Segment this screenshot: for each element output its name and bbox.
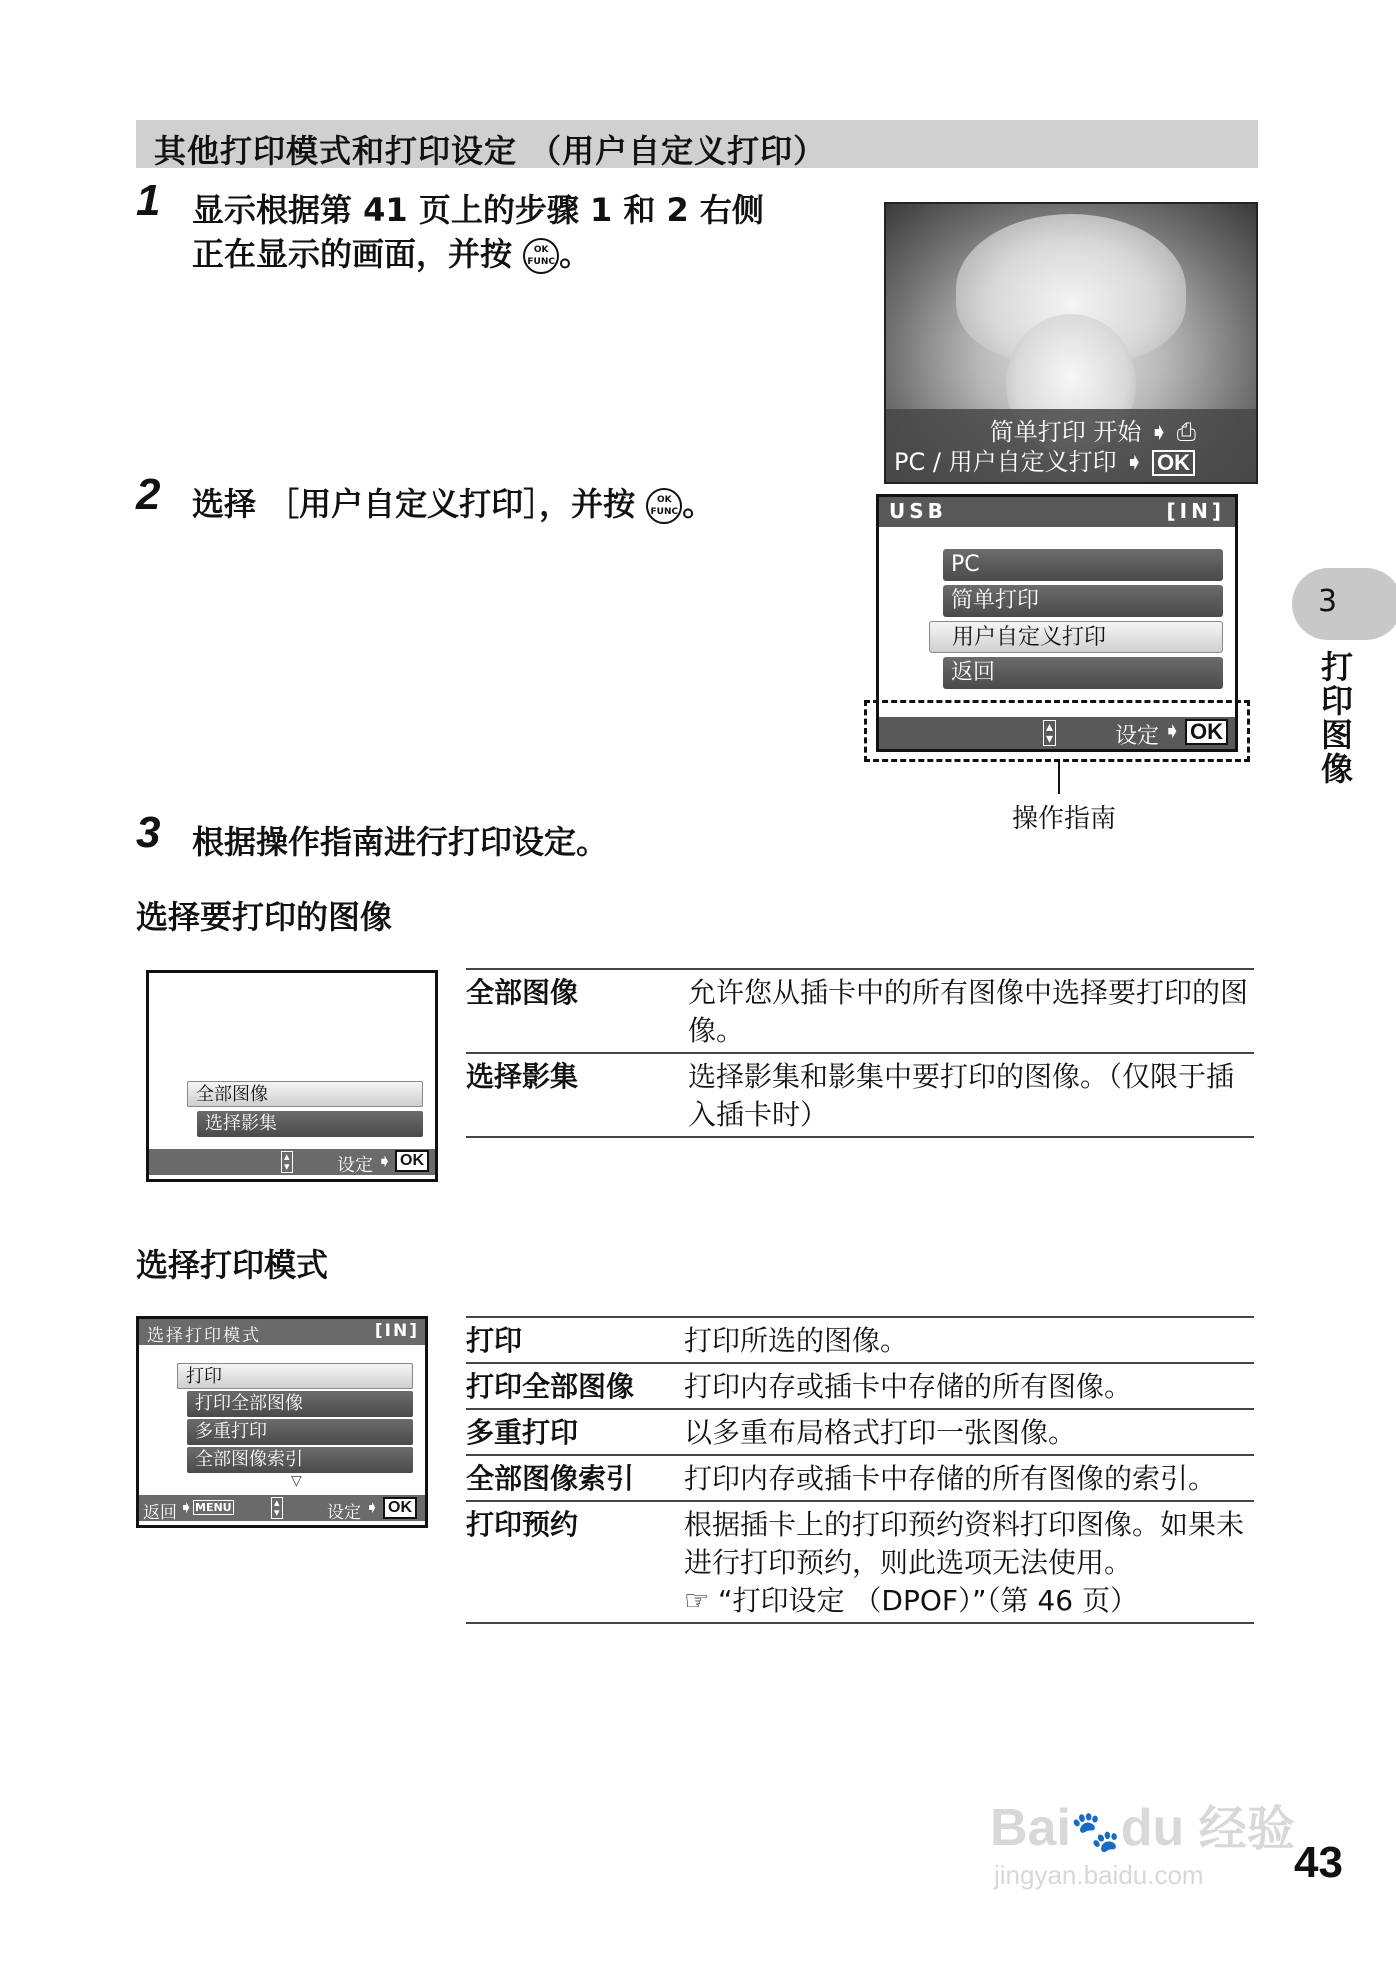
reference-pointer-icon: ☞ [684, 1584, 710, 1617]
desc-cell: 根据插卡上的打印预约资料打印图像。如果未进行打印预约，则此选项无法使用。 ☞ “打印设定 （DPOF）”（第 46 页） [684, 1501, 1254, 1623]
step-1-line1: 显示根据第 41 页上的步骤 1 和 2 右侧 [192, 191, 764, 229]
ok-icon: OK [1185, 719, 1228, 745]
print-mode-table [466, 1316, 1254, 1624]
ok-icon: OK [383, 1497, 417, 1519]
ok-func-button-icon: OK FUNC [523, 238, 559, 274]
arrow-icon: ➧ [365, 1498, 380, 1518]
menu-item-print-all[interactable]: 打印全部图像 [187, 1391, 413, 1417]
arrow-icon: ➧ [1124, 448, 1145, 476]
desc-cell: 允许您从插卡中的所有图像中选择要打印的图像。 [688, 976, 1249, 1047]
chapter-label: 打印图像 [1316, 650, 1354, 786]
menu-item-pc[interactable]: PC [943, 549, 1223, 581]
select-images-heading: 选择要打印的图像 [136, 898, 393, 936]
usb-screen-title: USB [889, 499, 947, 523]
up-down-arrows-icon: ▴ ▾ [281, 1151, 293, 1173]
table-row [466, 1455, 1254, 1501]
paw-icon: 🐾 [1070, 1810, 1121, 1854]
up-down-arrows-icon: ▴ ▾ [1043, 720, 1056, 746]
chapter-number: 3 [1318, 584, 1338, 619]
term-cell: 打印 [466, 1324, 523, 1357]
callout-line [1058, 762, 1060, 794]
step-1-line2: 正在显示的画面，并按 OK FUNC 。 [192, 235, 592, 273]
arrow-icon: ➧ [1163, 719, 1182, 744]
callout-label: 操作指南 [1012, 804, 1117, 834]
chapter-tab [1292, 568, 1396, 640]
step-2-text: 选择 ［用户自定义打印］，并按 OK FUNC 。 [192, 485, 715, 523]
menu-item-multi-print[interactable]: 多重打印 [187, 1419, 413, 1445]
menu-item-all-images[interactable]: 全部图像 [187, 1081, 423, 1107]
camera-photo-preview [884, 202, 1258, 484]
menu-item-print[interactable]: 打印 [177, 1363, 413, 1389]
section-title: 其他打印模式和打印设定 （用户自定义打印） [154, 132, 827, 170]
menu-item-select-album[interactable]: 选择影集 [197, 1111, 423, 1137]
term-cell: 全部图像索引 [466, 1462, 635, 1495]
term-cell: 打印预约 [466, 1508, 579, 1541]
table-row [466, 1317, 1254, 1363]
step-1-text [192, 188, 832, 276]
overlay-line-2: PC / 用户自定义打印 ➧ OK [894, 442, 1195, 477]
arrow-icon: ➧ [179, 1498, 194, 1518]
table-row [466, 969, 1254, 1053]
term-cell: 选择影集 [466, 1060, 579, 1093]
menu-item-back[interactable]: 返回 [943, 657, 1223, 689]
ok-func-button-icon: OK FUNC [646, 488, 682, 524]
term-cell: 多重打印 [466, 1416, 579, 1449]
usb-screen-footer: ▴ ▾ 设定 ➧ OK [879, 717, 1235, 749]
menu-item-custom-print[interactable]: 用户自定义打印 [929, 621, 1223, 653]
desc-cell: 选择影集和影集中要打印的图像。（仅限于插入插卡时） [688, 1060, 1235, 1131]
arrow-icon: ➧ [1149, 418, 1170, 446]
scroll-down-icon: ▽ [291, 1473, 302, 1489]
term-cell: 全部图像 [466, 976, 579, 1009]
print-icon: ⎙ [1176, 418, 1196, 446]
ok-icon: OK [1152, 450, 1195, 476]
desc-cell: 打印内存或插卡中存储的所有图像的索引。 [684, 1462, 1217, 1495]
arrow-icon: ➧ [377, 1151, 393, 1172]
baidu-watermark-logo: Bai🐾du 经验 jingyan.baidu.com [990, 1799, 1295, 1890]
table-row [466, 1053, 1254, 1137]
ok-icon: OK [395, 1150, 429, 1172]
cross-reference[interactable]: ☞ “打印设定 （DPOF）”（第 46 页） [684, 1584, 1138, 1617]
desc-cell: 以多重布局格式打印一张图像。 [684, 1416, 1077, 1449]
desc-cell: 打印所选的图像。 [684, 1324, 909, 1357]
up-down-arrows-icon: ▴ ▾ [271, 1497, 283, 1519]
step-number-3: 3 [136, 808, 161, 857]
screen-footer: ▴ ▾ 设定 ➧ OK [149, 1149, 435, 1175]
table-row [466, 1363, 1254, 1409]
step-number-2: 2 [136, 470, 161, 519]
menu-button-icon: MENU [195, 1501, 232, 1514]
table-row [466, 1501, 1254, 1623]
screen-footer: 返回 ➧ MENU ▴ ▾ 设定 ➧ OK [139, 1495, 425, 1521]
menu-item-all-index[interactable]: 全部图像索引 [187, 1447, 413, 1473]
overlay-line-1: 简单打印 开始 ➧ ⎙ [989, 418, 1196, 446]
print-mode-screen [136, 1316, 428, 1528]
menu-item-easy-print[interactable]: 简单打印 [943, 585, 1223, 617]
screen-header: 选择打印模式 [IN] [139, 1319, 425, 1345]
page-number: 43 [1294, 1838, 1343, 1887]
operation-guide-highlight [864, 700, 1250, 762]
memory-indicator: [IN] [1166, 499, 1225, 523]
step-number-1: 1 [136, 176, 161, 225]
term-cell: 打印全部图像 [466, 1370, 635, 1403]
select-images-table [466, 968, 1254, 1138]
table-row [466, 1409, 1254, 1455]
section-title-bar [136, 120, 1258, 168]
select-images-screen [146, 970, 438, 1182]
usb-screen-header [879, 497, 1235, 527]
step-3-text: 根据操作指南进行打印设定。 [192, 823, 609, 861]
print-mode-heading: 选择打印模式 [136, 1246, 329, 1284]
desc-cell: 打印内存或插卡中存储的所有图像。 [684, 1370, 1133, 1403]
